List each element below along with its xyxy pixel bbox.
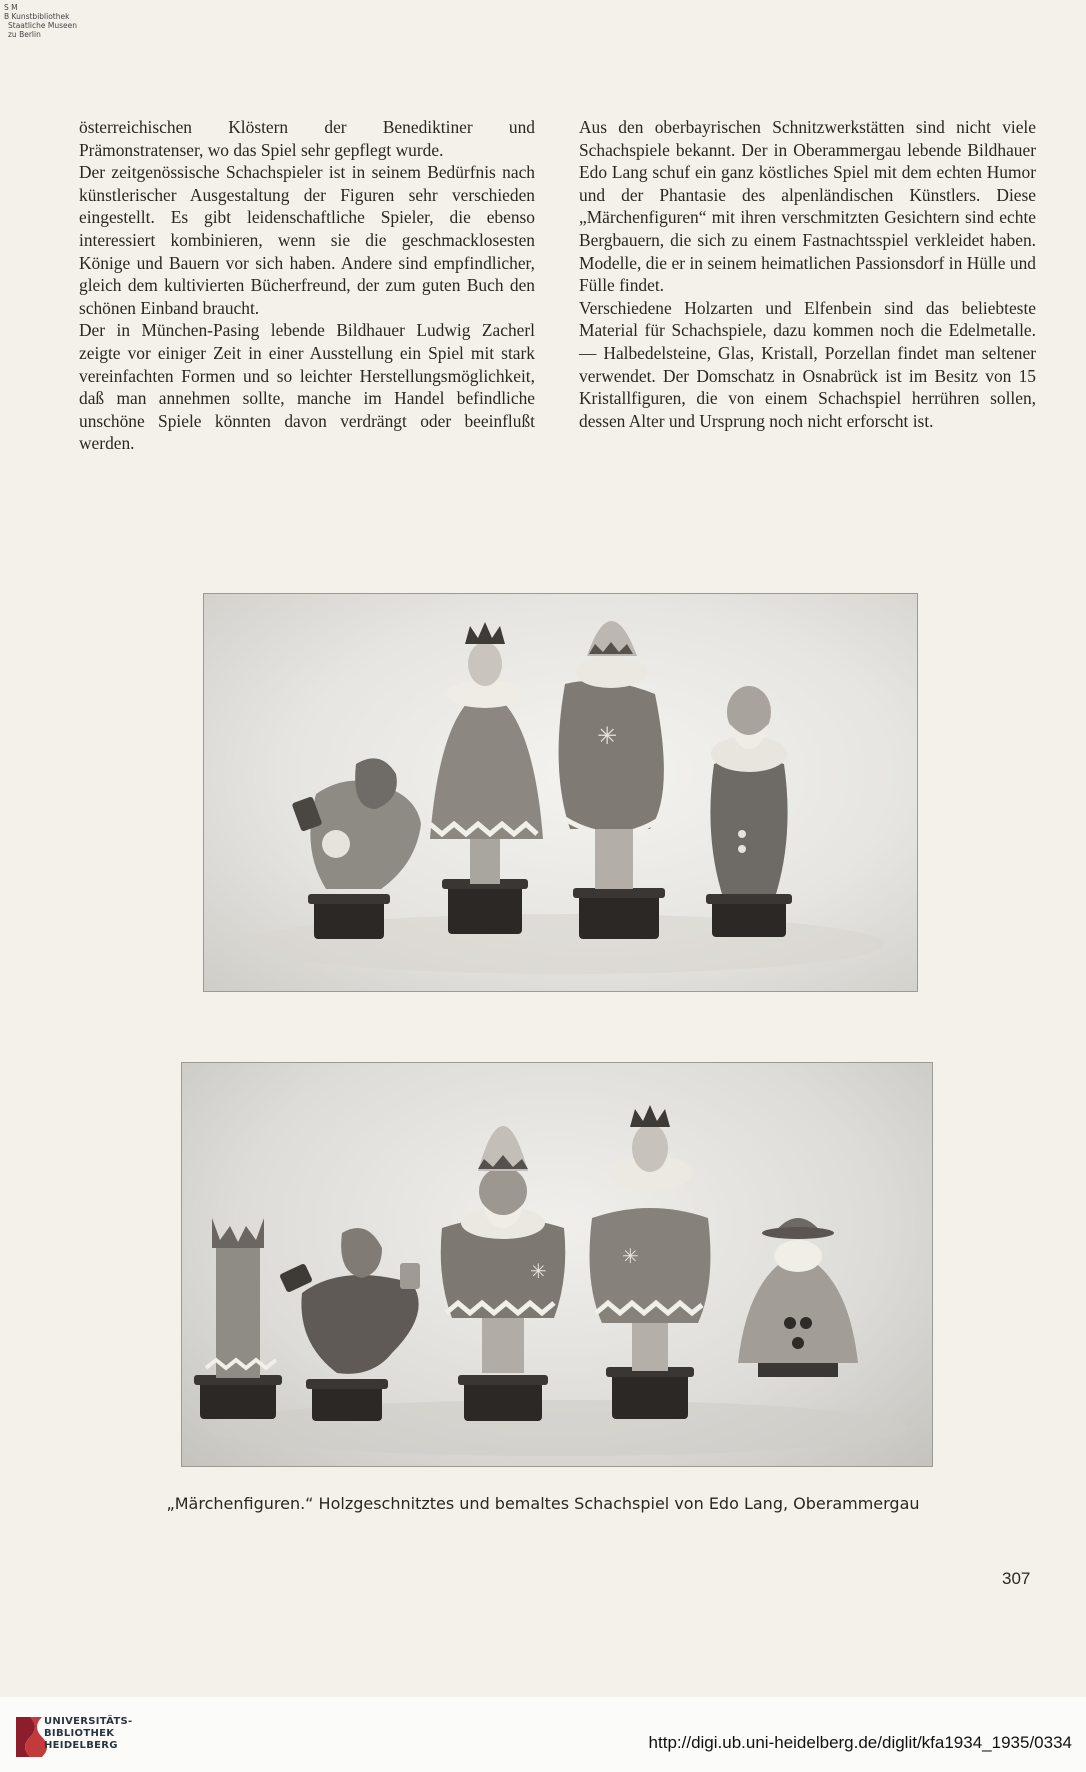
svg-text:✳: ✳: [622, 1244, 639, 1268]
svg-text:✳: ✳: [597, 722, 618, 750]
knight-piece: [279, 1228, 420, 1421]
svg-text:✳: ✳: [530, 1259, 547, 1283]
chess-pieces-illustration-top: [204, 594, 917, 991]
chess-photo-bottom: [181, 1062, 933, 1467]
library-name-line: BIBLIOTHEK: [44, 1728, 115, 1739]
king-piece: [441, 1126, 566, 1421]
pawn-piece: [738, 1218, 858, 1377]
library-stamp: [4, 3, 77, 39]
page-number: 307: [1002, 1569, 1031, 1588]
paragraph: Aus den oberbayrischen Schnitzwerkstätten sind nicht viele Schachspiele bekannt. Der in Oberammergau lebende Bildhauer Edo Lang schuf ein ganz köstliches Spiel mit dem echten Humor und der Phantasie des alpenländischen Künstlers. Diese „Märchenfiguren“ mit ihren verschmitzten Gesichtern sind echte Bergbauern, die sich zu einem Fastnachtsspiel verkleidet haben. Modelle, die er in seinem heimatlichen Passionsdorf in Hülle und Fülle findet.: [579, 117, 1036, 296]
figure-caption: „Märchenfiguren.“ Holzgeschnitztes und bemaltes Schachspiel von Edo Lang, Oberammergau: [166, 1494, 920, 1513]
stamp-line: zu Berlin: [8, 30, 41, 39]
pawn-piece: [706, 686, 792, 937]
queen-piece: [590, 1105, 711, 1419]
stamp-line: Staatliche Museen: [8, 21, 77, 30]
stamp-line: B Kunstbibliothek: [4, 12, 70, 21]
rook-piece: [194, 1218, 282, 1419]
paragraph: Der zeitgenössische Schachspieler ist in seinem Bedürfnis nach künstlerischer Ausgestaltung der Figuren sehr verschieden eingestellt. Es gibt leidenschaftliche Spieler, die ebenso interessiert kombinieren, wenn sie die geschmacklosesten Könige und Bauern vor sich haben. Andere sind empfindlicher, gleich dem kultivierten Bücherfreund, der zum guten Buch den schönen Einband braucht.: [79, 162, 535, 318]
library-name-line: UNIVERSITÄTS-: [44, 1716, 133, 1727]
text-column-right: [579, 116, 1036, 432]
queen-piece: [430, 622, 543, 934]
paragraph: österreichischen Klöstern der Benediktiner und Prämonstratenser, wo das Spiel sehr gepflegt wurde.: [79, 117, 535, 160]
paragraph: Der in München-Pasing lebende Bildhauer Ludwig Zacherl zeigte vor einiger Zeit in einer Ausstellung ein Spiel mit stark vereinfachten Formen und so leichter Herstellungsmöglichkeit, daß man annehmen sollte, manche im Handel befindliche unschöne Spiele könnten davon verdrängt oder beeinflußt werden.: [79, 320, 535, 454]
library-name: [44, 1716, 133, 1752]
paragraph: Verschiedene Holzarten und Elfenbein sind das beliebteste Material für Schachspiele, dazu kommen noch die Edelmetalle. — Halbedelsteine, Glas, Kristall, Porzellan findet man seltener verwendet. Der Domschatz in Osnabrück ist im Besitz von 15 Kristallfiguren, die von einem Schachspiel herrühren sollen, dessen Alter und Ursprung noch nicht erforscht ist.: [579, 297, 1036, 431]
stamp-line: S M: [4, 3, 18, 12]
knight-piece: [292, 758, 421, 939]
source-url-link[interactable]: http://digi.ub.uni-heidelberg.de/diglit/kfa1934_1935/0334: [648, 1733, 1072, 1752]
king-piece: [559, 621, 665, 939]
library-name-line: HEIDELBERG: [44, 1740, 118, 1751]
chess-pieces-illustration-bottom: [182, 1063, 932, 1466]
text-column-left: [79, 116, 535, 455]
chess-photo-top: [203, 593, 918, 992]
